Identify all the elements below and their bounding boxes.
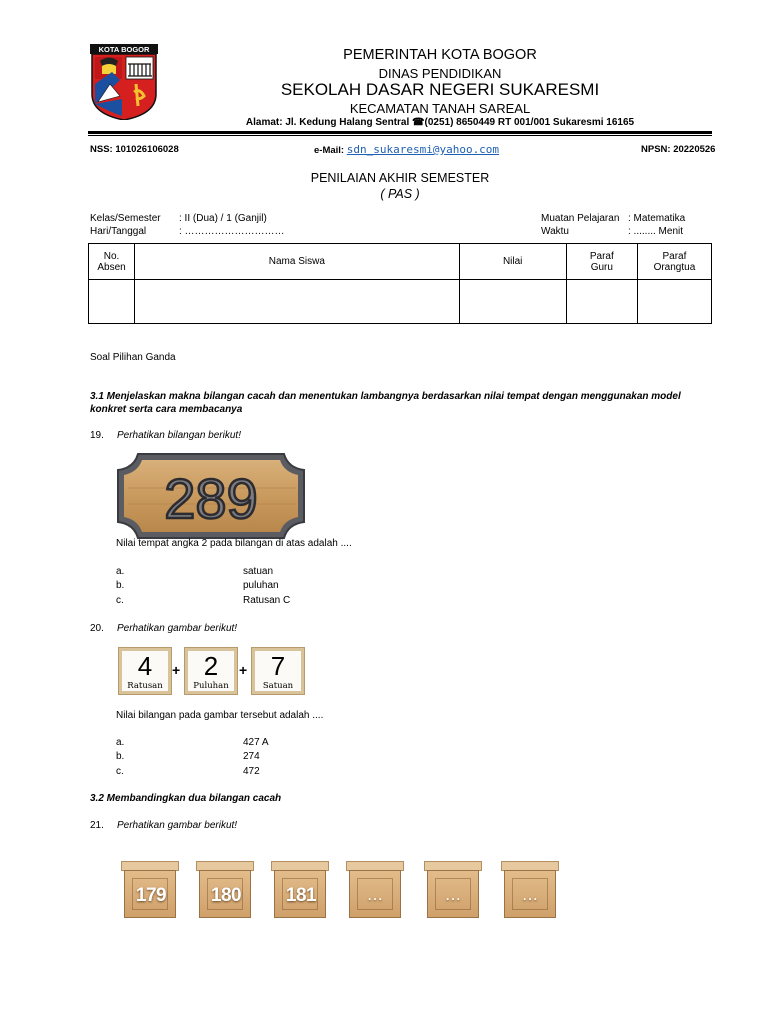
exam-subtitle: ( PAS ): [380, 187, 420, 201]
box-value: 179: [135, 885, 167, 906]
q19-instruction: Perhatikan bilangan berikut!: [117, 430, 241, 441]
cell-nama-siswa[interactable]: [135, 280, 460, 324]
q20-option-b-letter: b.: [116, 751, 125, 762]
cell-no-absen[interactable]: [89, 280, 135, 324]
q20-instruction: Perhatikan gambar berikut!: [117, 623, 238, 634]
card-digit: 2: [203, 651, 219, 681]
kd-3-2: 3.2 Membandingkan dua bilangan cacah: [90, 793, 282, 804]
digit-card-puluhan: [185, 648, 237, 694]
wooden-sign-289: [116, 452, 306, 540]
card-label: Ratusan: [127, 681, 163, 691]
col-nama-siswa: [135, 244, 460, 280]
number-box-blank: [501, 861, 559, 919]
header-line-4: KECAMATAN TANAH SAREAL: [349, 101, 531, 116]
email-label: e-Mail:: [314, 145, 345, 156]
header-line-2: DINAS PENDIDIKAN: [378, 66, 502, 81]
number-box: [121, 861, 179, 919]
col-nilai-label: Nilai: [502, 256, 523, 267]
box-value: 181: [285, 885, 317, 906]
logo-text: KOTA BOGOR: [98, 45, 150, 54]
q19-option-a-letter: a.: [116, 566, 125, 577]
waktu-value: : ........ Menit: [628, 226, 684, 237]
muatan-value: : Matematika: [628, 213, 686, 224]
hari-value: : …………………………: [179, 226, 285, 237]
school-address: Alamat: Jl. Kedung Halang Sentral ☎(0251) 8650449 RT 001/001 Sukaresmi 16165: [245, 117, 635, 128]
col-paraf-guru-label: Paraf Guru: [589, 250, 614, 273]
cell-paraf-guru[interactable]: [566, 280, 637, 324]
kota-bogor-logo: [90, 44, 158, 120]
digit-card-ratusan: [119, 648, 171, 694]
number-box-blank: [424, 861, 482, 919]
exam-title: PENILAIAN AKHIR SEMESTER: [310, 171, 490, 185]
npsn-number: NPSN: 20220526: [641, 144, 716, 155]
kd-3-1: 3.1 Menjelaskan makna bilangan cacah dan menentukan lambangnya berdasarkan nilai tempat dengan menggunakan model konkret serta cara membacanya: [90, 391, 681, 415]
card-digit: 4: [137, 651, 153, 681]
student-table: [88, 243, 712, 324]
table-row: [89, 280, 712, 324]
card-label: Puluhan: [193, 681, 229, 691]
section-title: Soal Pilihan Ganda: [90, 352, 176, 363]
q20-option-a-letter: a.: [116, 737, 125, 748]
box-value: ...: [367, 889, 384, 903]
cell-nilai[interactable]: [459, 280, 566, 324]
header-line-1: PEMERINTAH KOTA BOGOR: [343, 47, 537, 63]
q20-option-c[interactable]: 472: [243, 766, 260, 777]
col-no-absen: [89, 244, 135, 280]
box-value: 180: [210, 885, 242, 906]
digit-card-satuan: [252, 648, 304, 694]
col-nama-siswa-label: Nama Siswa: [268, 256, 325, 267]
kelas-label: Kelas/Semester: [90, 213, 161, 224]
header-rule-thin: [88, 135, 712, 136]
email-line: [314, 143, 499, 156]
card-digit: 7: [270, 651, 286, 681]
number-box: [196, 861, 254, 919]
school-name: SEKOLAH DASAR NEGERI SUKARESMI: [280, 80, 600, 99]
kelas-value: : II (Dua) / 1 (Ganjil): [179, 213, 267, 224]
email-link[interactable]: sdn_sukaresmi@yahoo.com: [346, 143, 500, 156]
q20-option-a[interactable]: 427 A: [243, 737, 269, 748]
q19-question: Nilai tempat angka 2 pada bilangan di atas adalah ....: [116, 538, 352, 549]
cell-paraf-orangtua[interactable]: [637, 280, 711, 324]
number-box: [271, 861, 329, 919]
card-label: Satuan: [262, 681, 294, 691]
q19-option-b[interactable]: puluhan: [243, 580, 279, 591]
sign-number: 289: [164, 467, 258, 530]
box-value: ...: [445, 889, 462, 903]
table-header-row: [89, 244, 712, 280]
q20-number: 20.: [90, 623, 104, 634]
muatan-label: Muatan Pelajaran: [541, 213, 620, 224]
q19-option-b-letter: b.: [116, 580, 125, 591]
header-rule-thick: [88, 131, 712, 134]
col-paraf-orangtua-label: Paraf Orangtua: [653, 250, 696, 273]
q19-option-c-letter: c.: [116, 595, 124, 606]
q19-option-c[interactable]: Ratusan C: [243, 595, 291, 606]
col-paraf-guru: [566, 244, 637, 280]
box-value: ...: [522, 889, 539, 903]
q20-option-b[interactable]: 274: [243, 751, 260, 762]
nss-number: NSS: 101026106028: [90, 144, 179, 155]
col-no-absen-label: No. Absen: [97, 250, 126, 273]
plus-sign: +: [239, 662, 248, 678]
q21-instruction: Perhatikan gambar berikut!: [117, 820, 238, 831]
plus-sign: +: [172, 662, 181, 678]
q21-number: 21.: [90, 820, 104, 831]
q19-option-a[interactable]: satuan: [243, 566, 274, 577]
col-nilai: [459, 244, 566, 280]
q19-number: 19.: [90, 430, 104, 441]
q20-question: Nilai bilangan pada gambar tersebut adalah ....: [116, 710, 324, 721]
hari-label: Hari/Tanggal: [90, 226, 147, 237]
number-box-blank: [346, 861, 404, 919]
waktu-label: Waktu: [541, 226, 569, 237]
col-paraf-orangtua: [637, 244, 711, 280]
q20-option-c-letter: c.: [116, 766, 124, 777]
